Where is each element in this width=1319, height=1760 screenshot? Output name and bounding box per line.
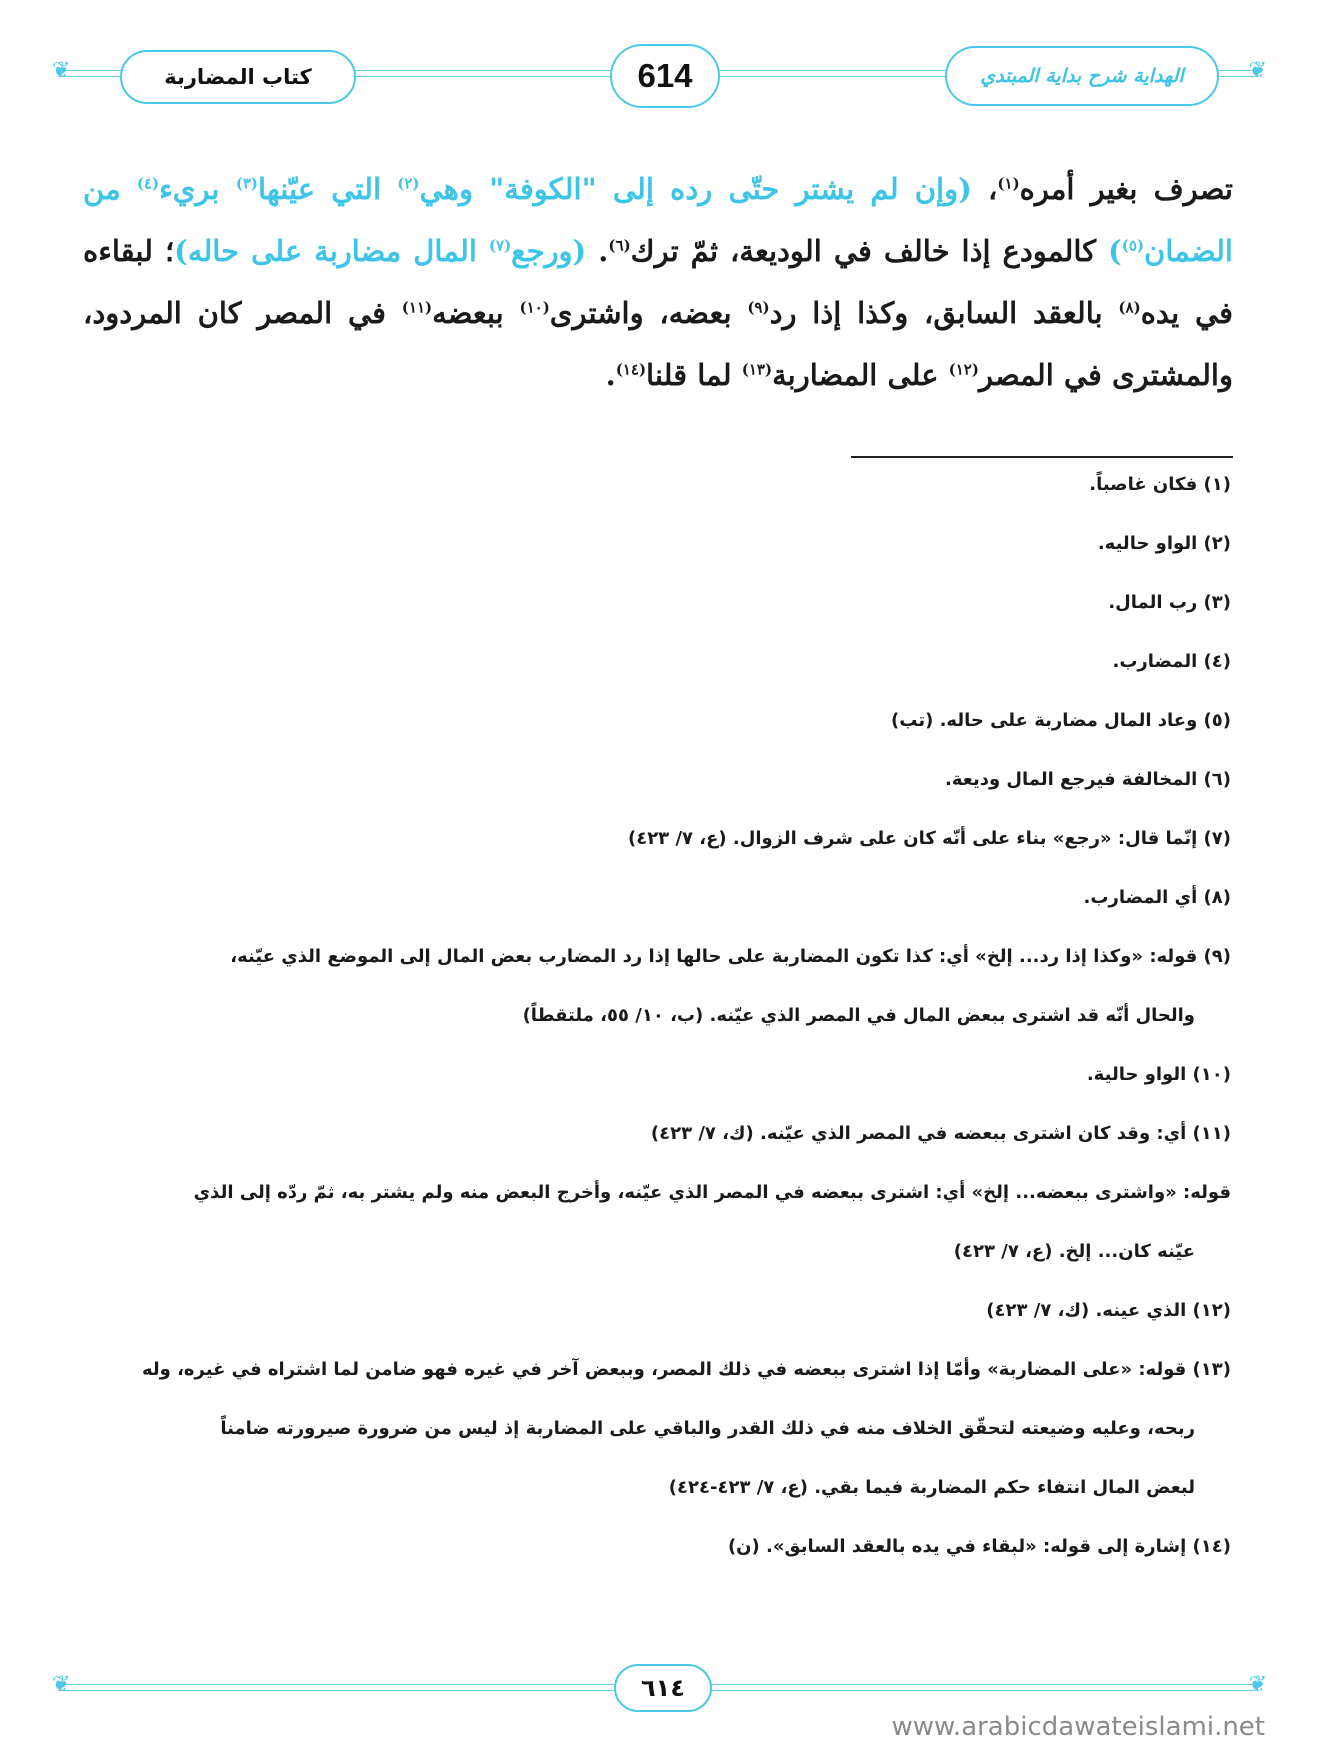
footnote-1: (١) فكان غاصباً. — [1089, 474, 1231, 495]
footnote-ref: (١) — [997, 174, 1020, 193]
footnote-ref: (١٣) — [741, 360, 773, 379]
text-run: لما قلنا — [646, 358, 742, 392]
footnote-13 — [81, 1355, 1231, 1503]
series-title-badge — [945, 46, 1219, 106]
footnote-14: (١٤) إشارة إلى قوله: «لبقاء في يده بالعقد السابق». (ن) — [727, 1536, 1231, 1557]
footnote-separator — [851, 456, 1233, 458]
footnote-8: (٨) أي المضارب. — [1083, 887, 1231, 908]
footnote-ref: (٩) — [747, 298, 770, 317]
text-run: بالعقد السابق، وكذا إذا رد — [769, 296, 1119, 330]
matn-highlight: ) — [1108, 234, 1122, 268]
page-number-badge — [610, 44, 720, 108]
footnote-ref: (٢) — [397, 174, 420, 193]
footer-page-number: ٦١٤ — [641, 1674, 685, 1702]
page-number: 614 — [637, 57, 693, 94]
text-run: على المضاربة — [772, 358, 949, 392]
matn-highlight: التي عيّنها — [257, 172, 398, 206]
footnote-13-line-3: لبعض المال انتفاء حكم المضاربة فيما بقي. (ع، ٧/ ٤٢٣-٤٢٤) — [668, 1477, 1195, 1498]
footnote-ref: (١٤) — [615, 360, 647, 379]
footnote-12: (١٢) الذي عينه. (ك، ٧/ ٤٢٣) — [986, 1300, 1231, 1321]
book-title: كتاب المضاربة — [164, 65, 312, 89]
footnote-3: (٣) رب المال. — [1108, 592, 1231, 613]
footnote-ref: (٥) — [1121, 236, 1145, 255]
text-run: ، — [971, 172, 998, 206]
matn-highlight: (وإن لم يشتر حتّى رده إلى "الكوفة" وهي — [419, 172, 972, 206]
footnote-ref: (١١) — [401, 298, 433, 317]
text-run: ببعضه — [432, 296, 520, 330]
ornament-right-icon: ❦ — [1248, 1672, 1267, 1697]
text-run: تصرف بغير أمره — [1019, 172, 1233, 206]
footnote-9-line-2: والحال أنّه قد اشترى ببعض المال في المصر الذي عيّنه. (ب، ١٠/ ٥٥، ملتقطاً) — [522, 1005, 1195, 1026]
text-run: كالمودع إذا خالف في الوديعة، ثمّ ترك — [630, 234, 1109, 268]
footnote-ref: (٧) — [488, 236, 512, 255]
comment-line-2: عيّنه كان... إلخ. (ع، ٧/ ٤٢٣) — [953, 1241, 1195, 1262]
footnote-6: (٦) المخالفة فيرجع المال وديعة. — [945, 769, 1231, 790]
footnote-9 — [81, 942, 1231, 1031]
footnote-7: (٧) إنّما قال: «رجع» بناء على أنّه كان على شرف الزوال. (ع، ٧/ ٤٢٣) — [627, 828, 1231, 849]
series-title: الهداية شرح بداية المبتدي — [980, 65, 1184, 87]
footnote-ref: (١٠) — [519, 298, 550, 317]
footnote-11: (١١) أي: وقد كان اشترى ببعضه في المصر الذي عيّنه. (ك، ٧/ ٤٢٣) — [650, 1123, 1231, 1144]
text-run: بعضه، واشترى — [549, 296, 748, 330]
footnote-ref: (١٢) — [948, 360, 979, 379]
footnote-11-comment — [81, 1178, 1231, 1267]
text-run: . — [605, 358, 616, 392]
footnotes — [81, 470, 1231, 1591]
footer-page-badge — [614, 1664, 712, 1712]
footnote-ref: (٣) — [235, 174, 258, 193]
footnote-13-line-1: (١٣) قوله: «على المضاربة» وأمّا إذا اشترى ببعضه في ذلك المصر، وببعض آخر في غيره فهو ضامن لما اشتراه في غيره، وله — [141, 1359, 1231, 1380]
watermark: www.arabicdawateislami.net — [891, 1712, 1265, 1742]
matn-highlight: المال مضاربة على حاله) — [174, 234, 489, 268]
footnote-10: (١٠) الواو حالية. — [1086, 1064, 1231, 1085]
comment-line-1: قوله: «واشترى ببعضه... إلخ» أي: اشترى ببعضه في المصر الذي عيّنه، وأخرج البعض منه ولم يشتر به، ثمّ ردّه إلى الذي — [193, 1182, 1231, 1203]
ornament-left-icon: ❦ — [52, 58, 71, 83]
footnote-ref: (٦) — [608, 236, 631, 255]
footnote-13-line-2: ربحه، وعليه وضيعته لتحقّق الخلاف منه في ذلك القدر والباقي على المضاربة إذ ليس من ضرورة صيرورته ضامناً — [220, 1418, 1195, 1439]
footnote-ref: (٤) — [136, 174, 160, 193]
footnote-9-line-1: (٩) قوله: «وكذا إذا رد... إلخ» أي: كذا تكون المضاربة على حالها إذا رد المضارب بعض المال إلى الموضع الذي عيّنه، — [230, 946, 1231, 967]
footnote-5: (٥) وعاد المال مضاربة على حاله. (تب) — [891, 710, 1231, 731]
ornament-left-icon: ❦ — [52, 1672, 71, 1697]
footnote-4: (٤) المضارب. — [1112, 651, 1231, 672]
book-title-badge — [120, 50, 356, 104]
text-run: في المصر كان المردود، والمشترى في المصر — [83, 296, 1233, 392]
ornament-right-icon: ❦ — [1248, 58, 1267, 83]
main-text — [83, 158, 1233, 406]
text-run: . — [586, 234, 609, 268]
text-run: ؛ لبقاءه في يده — [83, 234, 1234, 330]
matn-highlight: بريء — [159, 172, 236, 206]
matn-highlight: من الضمان — [83, 172, 1233, 268]
footnote-2: (٢) الواو حاليه. — [1097, 533, 1231, 554]
matn-highlight: (ورجع — [511, 234, 587, 268]
footnote-ref: (٨) — [1118, 298, 1141, 317]
